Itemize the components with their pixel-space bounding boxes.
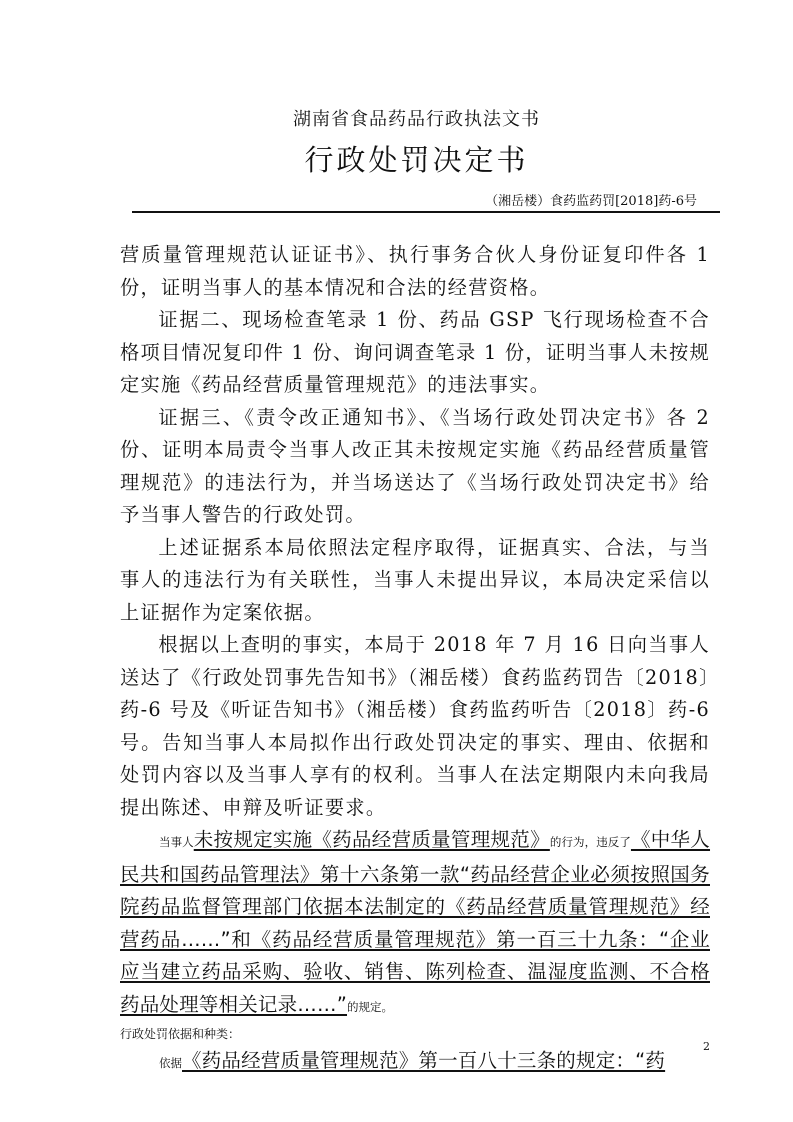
violation-middle: 的行为，违反了 <box>549 835 631 849</box>
document-body <box>120 239 710 1080</box>
penalty-basis-label: 行政处罚依据和种类： <box>120 1027 241 1041</box>
issuing-organization: 湖南省食品药品行政执法文书 <box>293 109 540 130</box>
paragraph-evidence-3: 证据三、《责令改正通知书》、《当场行政处罚决定书》各 2 份、证明本局责令当事人改正其未按规定实施《药品经营质量管理规范》的违法行为，并当场送达了《当场行政处罚决定书》给予当事人警告的行政处罚。 <box>120 405 710 526</box>
paragraph-continued: 营质量管理规范认证证书》、执行事务合伙人身份证复印件各 1 份，证明当事人的基本情况和合法的经营资格。 <box>120 243 710 299</box>
document-title: 行政处罚决定书 <box>304 143 529 177</box>
paragraph-evidence-summary: 上述证据系本局依照法定程序取得，证据真实、合法，与当事人的违法行为有关联性，当事人未提出异议，本局决定采信以上证据作为定案依据。 <box>120 535 710 624</box>
paragraph-penalty-basis <box>120 1045 710 1080</box>
violation-suffix: 的规定。 <box>347 999 394 1014</box>
violated-law: 《中华人民共和国药品管理法》第十六条第一款“药品经营企业必须按照国务院药品监督管理部门依据本法制定的《药品经营质量管理规范》经营药品……”和《药品经营质量管理规范》第一百三十九条：“企业应当建立药品采购、验收、销售、陈列检查、温湿度监测、不合格药品处理等相关记录……” <box>120 828 711 1016</box>
paragraph-violation <box>120 824 710 1023</box>
violation-act: 未按规定实施《药品经营质量管理规范》 <box>193 828 550 851</box>
page-number: 2 <box>703 1040 710 1053</box>
paragraph-notice: 根据以上查明的事实，本局于 2018 年 7 月 16 日向当事人送达了《行政处罚事先告知书》（湘岳楼）食药监药罚告〔2018〕药-6 号及《听证告知书》（湘岳楼）食药监药听告〔2018〕药-6 号。告知当事人本局拟作出行政处罚决定的事实、理由、依据和处罚内容以及当事人享有的权利。当事人在法定期限内未向我局提出陈述、申辩及听证要求。 <box>120 633 710 819</box>
basis-text: 《药品经营质量管理规范》第一百八十三条的规定：“药 <box>182 1049 666 1072</box>
header-divider <box>132 211 720 213</box>
document-number: （湘岳楼）食药监药罚[2018]药-6号 <box>485 194 697 209</box>
basis-prefix: 依据 <box>159 1056 182 1070</box>
paragraph-evidence-2: 证据二、现场检查笔录 1 份、药品 GSP 飞行现场检查不合格项目情况复印件 1 份、询问调查笔录 1 份，证明当事人未按规定实施《药品经营质量管理规范》的违法事实。 <box>120 308 710 396</box>
violation-prefix: 当事人 <box>159 835 194 849</box>
